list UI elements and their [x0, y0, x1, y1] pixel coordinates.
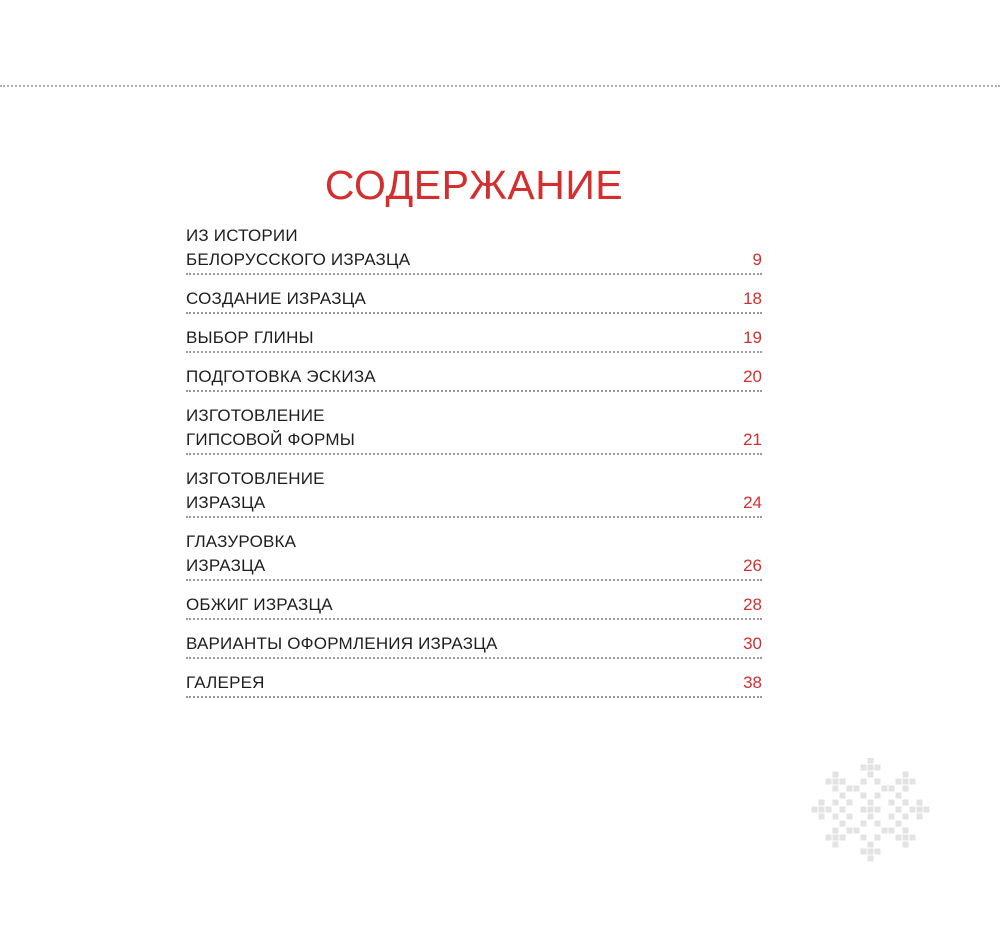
ornament-cell: [826, 835, 832, 841]
ornament-cell: [903, 800, 909, 806]
ornament-cell: [861, 807, 867, 813]
ornament-cell: [861, 765, 867, 771]
ornament-cell: [896, 793, 902, 799]
toc-entry-page: 38: [743, 673, 762, 692]
ornament-cell: [903, 828, 909, 834]
ornament-cell: [896, 821, 902, 827]
toc-entry-label: ИЗГОТОВЛЕНИЕ ГИПСОВОЙ ФОРМЫ: [186, 406, 356, 449]
ornament-cell: [861, 849, 867, 855]
toc-entry-page: 30: [743, 634, 762, 653]
ornament-cell: [910, 835, 916, 841]
ornament-cell: [840, 821, 846, 827]
ornament-cell: [854, 786, 860, 792]
ornament-cell: [868, 758, 874, 764]
ornament-cell: [875, 765, 881, 771]
toc-entry[interactable]: [186, 467, 762, 518]
ornament-cell: [833, 842, 839, 848]
ornament-cell: [868, 772, 874, 778]
toc-entry-page: 18: [743, 289, 762, 308]
ornament-cell: [826, 779, 832, 785]
ornament-cell: [840, 779, 846, 785]
ornament-cell: [910, 807, 916, 813]
ornament-cell: [861, 779, 867, 785]
ornament-cell: [819, 814, 825, 820]
ornament-cell: [889, 814, 895, 820]
top-dotted-divider: [0, 85, 1000, 87]
ornament-cell: [889, 828, 895, 834]
toc-entry-label: ВАРИАНТЫ ОФОРМЛЕНИЯ ИЗРАЗЦА: [186, 634, 498, 653]
ornament-cell: [896, 779, 902, 785]
toc-title: СОДЕРЖАНИЕ: [324, 162, 624, 208]
ornament-cell: [861, 835, 867, 841]
ornament-cell: [847, 814, 853, 820]
ornament-cell: [917, 800, 923, 806]
ornament-cell: [868, 849, 874, 855]
ornament-cell: [868, 842, 874, 848]
ornament-cell: [847, 828, 853, 834]
ornament-cell: [861, 793, 867, 799]
toc-entry[interactable]: [186, 365, 762, 392]
ornament-cell: [819, 800, 825, 806]
ornament-cell: [903, 835, 909, 841]
toc-entry[interactable]: [186, 404, 762, 455]
toc-entry[interactable]: [186, 593, 762, 620]
toc-entry-label: СОЗДАНИЕ ИЗРАЗЦА: [186, 289, 367, 308]
ornament-cell: [833, 814, 839, 820]
ornament-cell: [875, 835, 881, 841]
ornament-cell: [854, 828, 860, 834]
ornament-cell: [868, 856, 874, 862]
toc-entry-page: 20: [743, 367, 762, 386]
ornament-cell: [917, 814, 923, 820]
toc-entry-page: 26: [743, 556, 762, 575]
ornament-cell: [812, 807, 818, 813]
ornament-cell: [875, 807, 881, 813]
toc-entry-page: 21: [743, 430, 762, 449]
snowflake-ornament-icon: [808, 758, 934, 862]
toc-entry-page: 9: [752, 250, 762, 269]
ornament-cell: [910, 779, 916, 785]
ornament-cell: [833, 772, 839, 778]
ornament-cell: [875, 821, 881, 827]
ornament-cell: [889, 786, 895, 792]
ornament-cell: [875, 779, 881, 785]
ornament-cell: [826, 807, 832, 813]
ornament-cell: [917, 807, 923, 813]
toc-entry[interactable]: [186, 632, 762, 659]
toc-entry[interactable]: [186, 224, 762, 275]
ornament-cell: [847, 786, 853, 792]
ornament-cell: [896, 835, 902, 841]
ornament-cell: [903, 772, 909, 778]
toc-entry-label: ГЛАЗУРОВКА ИЗРАЗЦА: [186, 532, 297, 575]
toc-entry-label: ГАЛЕРЕЯ: [186, 673, 265, 692]
toc-entry-label: ПОДГОТОВКА ЭСКИЗА: [186, 367, 376, 386]
toc-entry-label: ОБЖИГ ИЗРАЗЦА: [186, 595, 333, 614]
toc-entry-page: 24: [743, 493, 762, 512]
ornament-cell: [903, 786, 909, 792]
ornament-cell: [847, 800, 853, 806]
toc-list: [186, 224, 762, 710]
ornament-cell: [840, 835, 846, 841]
toc-entry[interactable]: [186, 287, 762, 314]
ornament-cell: [868, 807, 874, 813]
ornament-cell: [924, 807, 930, 813]
ornament-cell: [819, 807, 825, 813]
ornament-cell: [833, 786, 839, 792]
ornament-cell: [896, 807, 902, 813]
toc-entry-label: ИЗГОТОВЛЕНИЕ ИЗРАЗЦА: [186, 469, 325, 512]
toc-entry[interactable]: [186, 326, 762, 353]
ornament-cell: [833, 779, 839, 785]
ornament-cell: [868, 765, 874, 771]
ornament-cell: [833, 835, 839, 841]
ornament-cell: [875, 849, 881, 855]
toc-entry-page: 19: [743, 328, 762, 347]
ornament-cell: [889, 800, 895, 806]
ornament-cell: [833, 800, 839, 806]
ornament-cell: [903, 814, 909, 820]
ornament-cell: [868, 800, 874, 806]
ornament-cell: [868, 814, 874, 820]
ornament-cell: [840, 793, 846, 799]
ornament-cell: [882, 786, 888, 792]
ornament-cell: [861, 821, 867, 827]
ornament-cell: [903, 779, 909, 785]
toc-entry-label: ВЫБОР ГЛИНЫ: [186, 328, 314, 347]
toc-entry[interactable]: [186, 530, 762, 581]
ornament-cell: [875, 793, 881, 799]
toc-entry-page: 28: [743, 595, 762, 614]
toc-entry[interactable]: [186, 671, 762, 698]
ornament-cell: [882, 828, 888, 834]
ornament-cell: [840, 807, 846, 813]
ornament-cell: [833, 828, 839, 834]
toc-entry-label: ИЗ ИСТОРИИ БЕЛОРУССКОГО ИЗРАЗЦА: [186, 226, 411, 269]
ornament-cell: [903, 842, 909, 848]
